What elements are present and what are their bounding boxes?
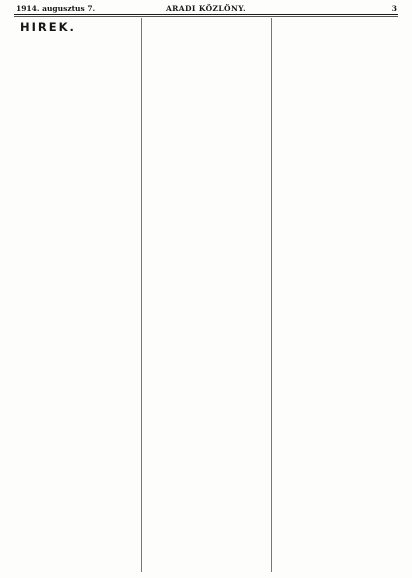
newspaper-title: ARADI KÖZLÖNY. <box>165 4 247 13</box>
column-right <box>274 18 398 572</box>
page-number: 3 <box>391 4 397 13</box>
issue-date: 1914. augusztus 7. <box>16 4 96 13</box>
header-rule <box>14 14 398 15</box>
article-text-block <box>144 20 268 572</box>
column-left <box>14 18 138 572</box>
column-divider <box>141 18 142 572</box>
article-text-block <box>274 20 398 572</box>
column-divider <box>271 18 272 572</box>
article-text-block <box>14 40 138 572</box>
section-title: HIREK. <box>20 20 76 34</box>
header-rule-thin <box>14 16 398 17</box>
column-middle <box>144 18 268 572</box>
